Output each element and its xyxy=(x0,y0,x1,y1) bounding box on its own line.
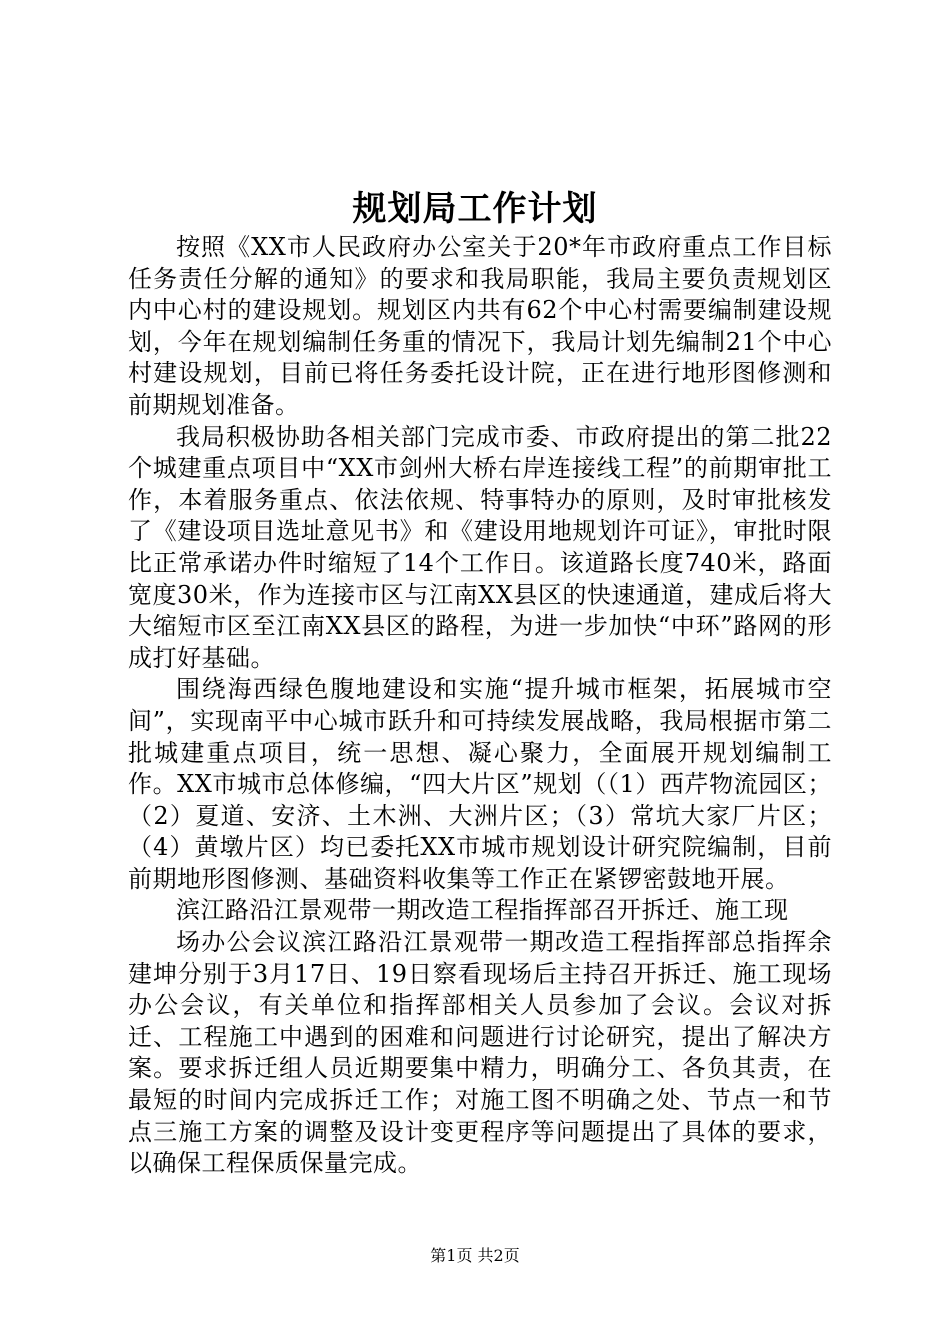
document-body xyxy=(128,232,832,1180)
paragraph-3: 围绕海西绿色腹地建设和实施“提升城市框架，拓展城市空间”，实现南平中心城市跃升和可持续发展战略，我局根据市第二批城建重点项目，统一思想、凝心聚力，全面展开规划编制工作。XX市城市总体修编，“四大片区”规划（（1）西芹物流园区；（2）夏道、安济、土木洲、大洲片区；（3）常坑大家厂片区；（4）黄墩片区）均已委托XX市城市规划设计研究院编制，目前前期地形图修测、基础资料收集等工作正在紧锣密鼓地开展。 xyxy=(128,675,832,893)
paragraph-1: 按照《XX市人民政府办公室关于20*年市政府重点工作目标任务责任分解的通知》的要求和我局职能，我局主要负责规划区内中心村的建设规划。规划区内共有62个中心村需要编制建设规划，今年在规划编制任务重的情况下，我局计划先编制21个中心村建设规划，目前已将任务委托设计院，正在进行地形图修测和前期规划准备。 xyxy=(128,233,832,419)
paragraph-4-heading: 滨江路沿江景观带一期改造工程指挥部召开拆迁、施工现 xyxy=(176,896,789,925)
paragraph-2: 我局积极协助各相关部门完成市委、市政府提出的第二批22个城建重点项目中“XX市剑州大桥右岸连接线工程”的前期审批工作，本着服务重点、依法依规、特事特办的原则，及时审批核发了《建设项目选址意见书》和《建设用地规划许可证》，审批时限比正常承诺办件时缩短了14个工作日。该道路长度740米，路面宽度30米，作为连接市区与江南XX县区的快速通道，建成后将大大缩短市区至江南XX县区的路程，为进一步加快“中环”路网的形成打好基础。 xyxy=(128,422,832,672)
document-title: 规划局工作计划 xyxy=(352,189,598,229)
paragraph-5: 场办公会议滨江路沿江景观带一期改造工程指挥部总指挥余建坤分别于3月17日、19日察看现场后主持召开拆迁、施工现场办公会议，有关单位和指挥部相关人员参加了会议。会议对拆迁、工程施工中遇到的困难和问题进行讨论研究，提出了解决方案。要求拆迁组人员近期要集中精力，明确分工、各负其责，在最短的时间内完成拆迁工作；对施工图不明确之处、节点一和节点三施工方案的调整及设计变更程序等问题提出了具体的要求，以确保工程保质保量完成。 xyxy=(128,928,832,1178)
page-footer: 第1页 共2页 xyxy=(430,1246,520,1265)
